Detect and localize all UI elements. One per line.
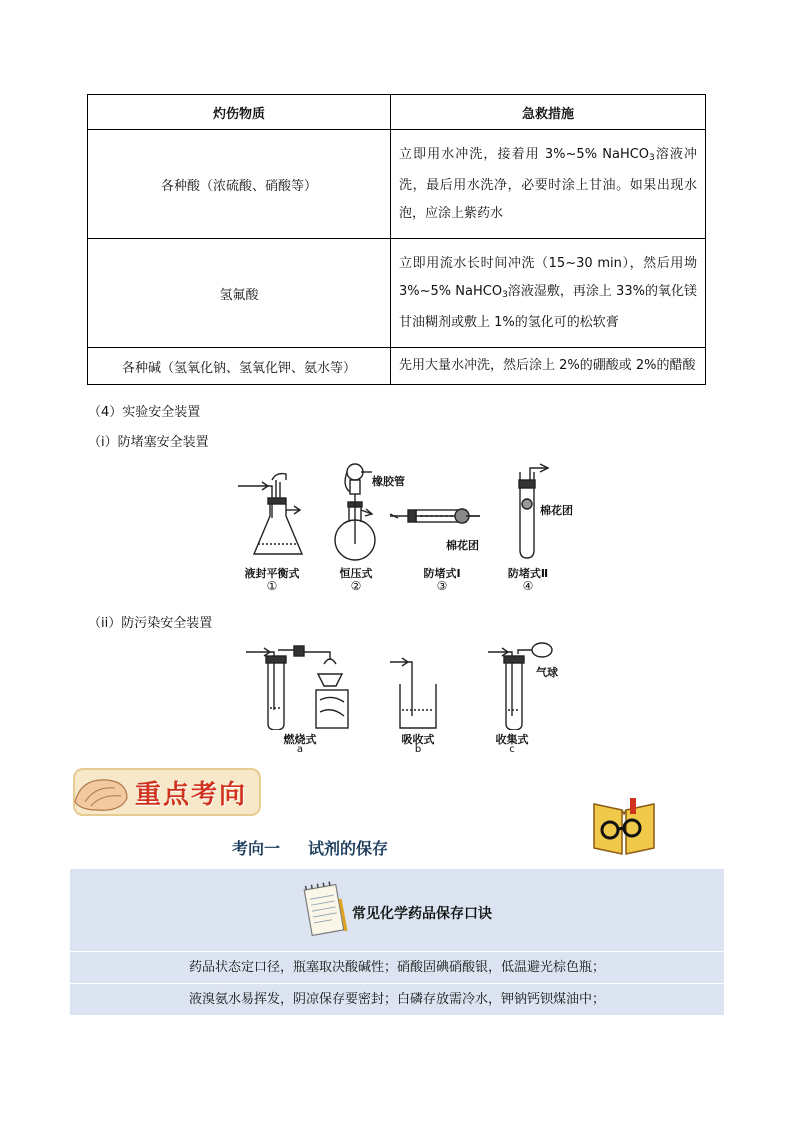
caption-constant-pressure: 恒压式	[339, 567, 373, 580]
collection-setup-drawing	[488, 643, 552, 730]
direction-title: 试剂的保存	[308, 839, 389, 858]
caption-absorption: 吸收式	[401, 733, 435, 746]
substance-cell: 氢氟酸	[88, 239, 391, 348]
caption-collection: 收集式	[495, 733, 529, 746]
absorption-setup-drawing	[390, 658, 436, 728]
anti-blocking-tube-I-drawing	[390, 509, 480, 523]
key-directions-banner	[73, 768, 261, 816]
figure-letter-b: b	[414, 744, 422, 755]
banner-title: 重点考向	[135, 780, 248, 810]
section-heading: （4）实验安全装置	[88, 405, 201, 420]
constant-pressure-flask-drawing	[335, 464, 375, 560]
conch-shell-icon	[71, 772, 131, 814]
mnemonic-line-2: 液溴氨水易挥发，阴凉保存要密封；白磷存放需冷水，钾钠钙钡煤油中；	[70, 983, 724, 1015]
substance-cell: 各种酸（浓硫酸、硝酸等）	[88, 130, 391, 239]
open-book-with-glasses-icon	[590, 796, 658, 858]
panel-header	[70, 869, 724, 951]
figure-number-4: ④	[522, 579, 534, 593]
action-cell: 立即用水冲洗，接着用 3%~5% NaHCO$_3$溶液冲洗，最后用水洗净，必要时涂上甘油。如果出现水泡，应涂上紫药水	[391, 130, 706, 239]
substance-cell: 各种碱（氢氧化钠、氢氧化钾、氨水等）	[88, 348, 391, 385]
anti-pollution-diagram	[240, 640, 560, 730]
action-cell: 先用大量水冲洗，然后涂上 2%的硼酸或 2%的醋酸	[391, 348, 706, 385]
caption-combustion: 燃烧式	[283, 733, 317, 746]
subsection-heading-anti-pollution: （ii）防污染安全装置	[88, 616, 213, 631]
anti-pollution-figure	[240, 640, 560, 730]
table-row	[88, 130, 706, 239]
header-action: 急救措施	[391, 95, 706, 130]
notepad-icon	[300, 881, 348, 939]
caption-anti-block-1: 防堵式Ⅰ	[423, 567, 461, 580]
figure-number-3: ③	[436, 579, 448, 593]
mnemonic-line-1: 药品状态定口径，瓶塞取决酸碱性；硝酸固碘硝酸银，低温避光棕色瓶；	[70, 951, 724, 983]
burn-first-aid-table	[87, 94, 706, 385]
liquid-seal-flask-drawing	[238, 474, 302, 554]
table-row	[88, 348, 706, 385]
figure-number-2: ②	[350, 579, 362, 593]
balloon-label: 气球	[536, 666, 558, 679]
caption-anti-block-2: 防堵式Ⅱ	[507, 567, 549, 580]
rubber-tube-label: 橡胶管	[372, 475, 405, 488]
combustion-setup-drawing	[246, 646, 348, 730]
caption-liquid-seal: 液封平衡式	[244, 567, 300, 580]
panel-title: 常见化学药品保存口诀	[352, 906, 492, 922]
direction-heading	[232, 836, 388, 859]
figure-letter-a: a	[296, 744, 304, 755]
figure-number-1: ①	[266, 579, 278, 593]
subsection-heading-anti-blocking: （i）防堵塞安全装置	[88, 435, 209, 450]
cotton-ball-label-1: 棉花团	[446, 539, 479, 552]
storage-mnemonic-panel	[70, 869, 724, 1015]
cotton-ball-label-2: 棉花团	[540, 504, 573, 517]
table-row	[88, 239, 706, 348]
direction-label: 考向一	[232, 839, 281, 858]
header-substance: 灼伤物质	[88, 95, 391, 130]
figure-letter-c: c	[509, 744, 515, 755]
action-cell: 立即用流水长时间冲洗（15~30 min），然后用坳3%~5% NaHCO$_3$溶液湿敷，再涂上 33%的氧化镁甘油糊剂或敷上 1%的氢化可的松软膏	[391, 239, 706, 348]
